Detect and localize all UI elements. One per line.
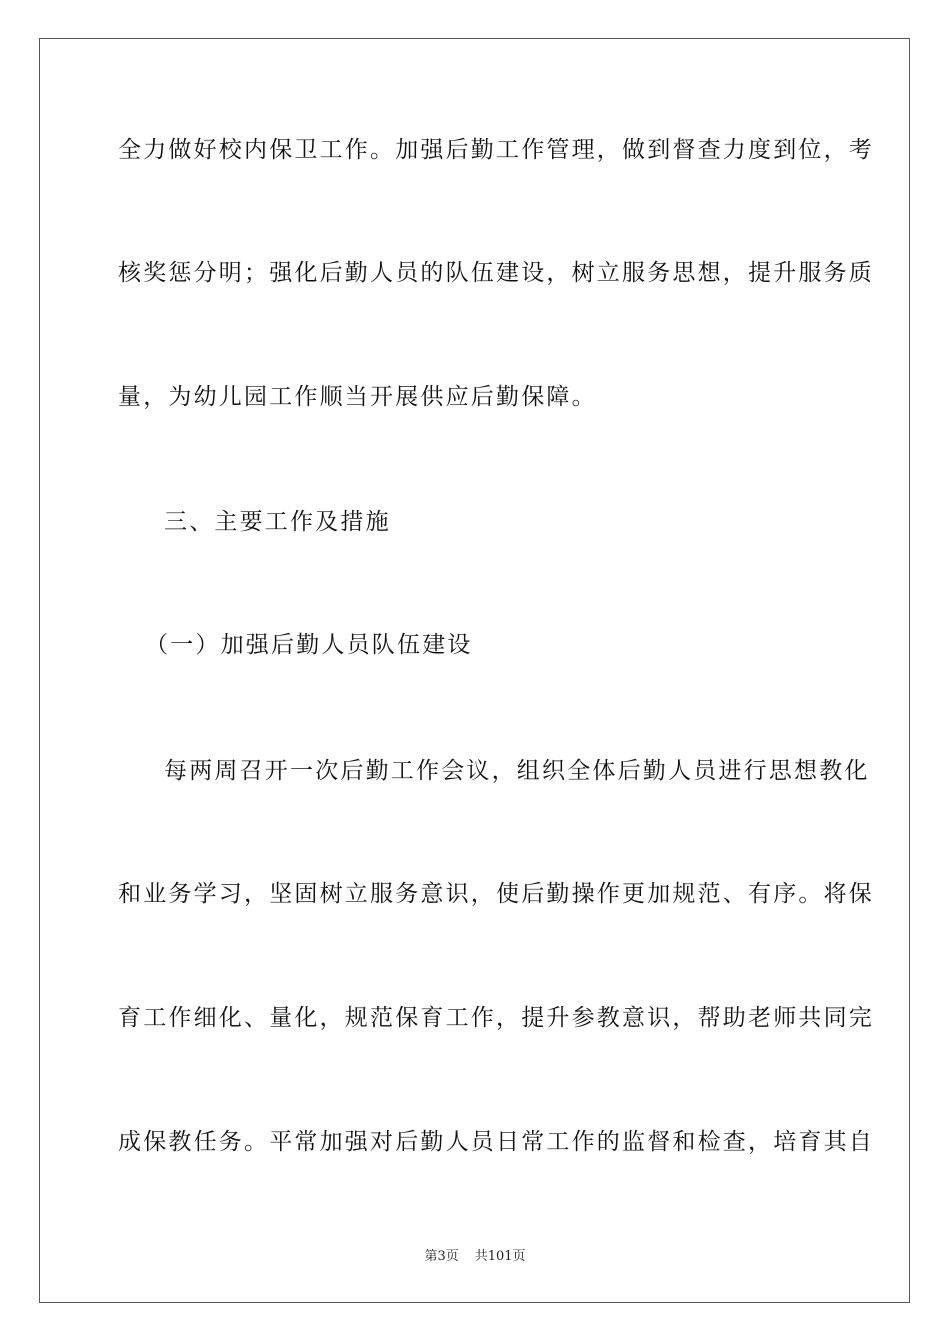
body-text-line: 和业务学习，坚固树立服务意识，使后勤操作更加规范、有序。将保: [118, 881, 874, 907]
body-text-line: 每两周召开一次后勤工作会议，组织全体后勤人员进行思想教化: [164, 758, 870, 784]
body-text-line: 核奖惩分明；强化后勤人员的队伍建设，树立服务思想，提升服务质: [118, 260, 874, 286]
body-text-line: 育工作细化、量化，规范保育工作，提升参教意识，帮助老师共同完: [118, 1005, 874, 1031]
body-text-line: 全力做好校内保卫工作。加强后勤工作管理，做到督查力度到位，考: [118, 137, 874, 163]
subsection-heading: （一）加强后勤人员队伍建设: [145, 632, 473, 658]
page-total: 共101页: [474, 1249, 526, 1264]
body-text-line: 成保教任务。平常加强对后勤人员日常工作的监督和检查，培育其自: [118, 1129, 874, 1155]
section-heading: 三、主要工作及措施: [164, 509, 391, 535]
body-text-line: 量，为幼儿园工作顺当开展供应后勤保障。: [118, 384, 597, 410]
page-footer: [0, 1248, 950, 1266]
page-border: [39, 38, 910, 1303]
page-number: 第3页: [424, 1249, 459, 1264]
